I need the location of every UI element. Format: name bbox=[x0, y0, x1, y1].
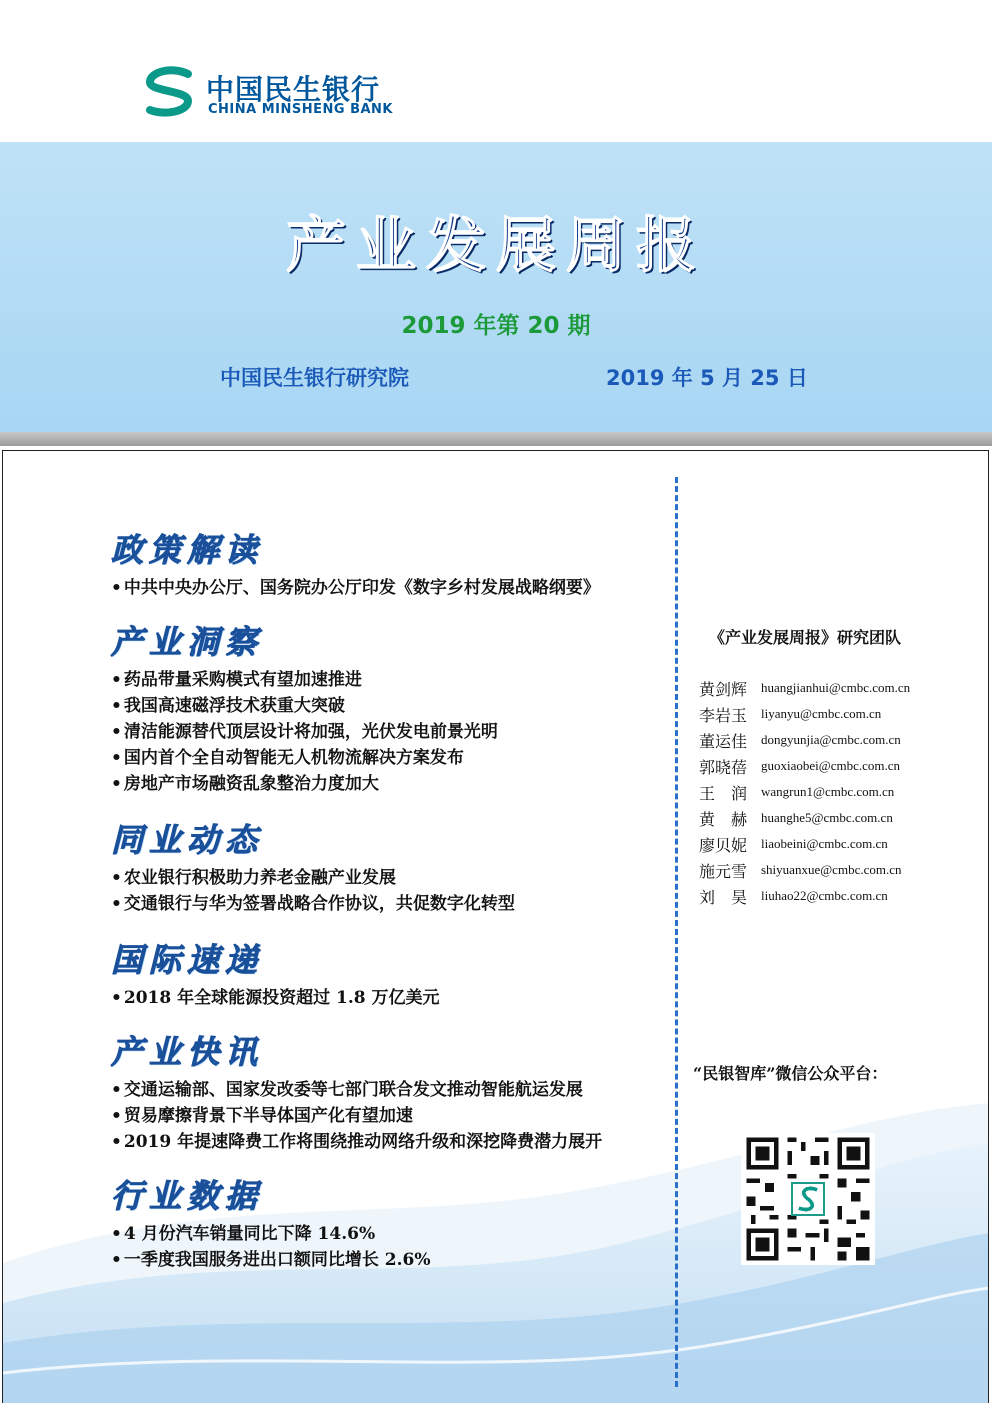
member-name: 董运佳 bbox=[699, 731, 748, 751]
team-member bbox=[699, 675, 910, 701]
list-item: • 贸易摩擦背景下半导体国产化有望加速 bbox=[111, 1103, 602, 1129]
section-list-policy bbox=[111, 575, 600, 601]
list-item: • 交通运输部、国家发改委等七部门联合发文推动智能航运发展 bbox=[111, 1077, 602, 1103]
member-name: 廖贝妮 bbox=[699, 835, 748, 855]
section-title-industry-data: 行业数据 bbox=[111, 1177, 264, 1215]
separator-band bbox=[0, 432, 992, 446]
team-member bbox=[699, 831, 910, 857]
publish-date: 2019 年 5 月 25 日 bbox=[606, 366, 808, 390]
institute-name: 中国民生银行研究院 bbox=[220, 366, 409, 390]
member-email[interactable]: huanghe5@cmbc.com.cn bbox=[761, 810, 893, 825]
member-name: 施元雪 bbox=[699, 861, 748, 881]
team-title: 《产业发展周报》研究团队 bbox=[709, 628, 902, 647]
team-member bbox=[699, 701, 910, 727]
member-email[interactable]: liyanyu@cmbc.com.cn bbox=[761, 706, 882, 721]
section-title-international: 国际速递 bbox=[111, 941, 264, 979]
member-email[interactable]: shiyuanxue@cmbc.com.cn bbox=[761, 862, 902, 877]
member-name: 王 润 bbox=[699, 783, 748, 803]
column-divider bbox=[675, 477, 678, 1387]
section-list-industry-data bbox=[111, 1221, 431, 1273]
bank-name-en: CHINA MINSHENG BANK bbox=[208, 102, 393, 117]
section-list-industry-insight bbox=[111, 667, 498, 797]
report-title: 产业发展周报 bbox=[286, 211, 706, 281]
team-member bbox=[699, 753, 910, 779]
list-item: • 2018 年全球能源投资超过 1.8 万亿美元 bbox=[111, 985, 440, 1011]
list-item: • 药品带量采购模式有望加速推进 bbox=[111, 667, 498, 693]
section-title-industry-flash: 产业快讯 bbox=[111, 1033, 264, 1071]
list-item: • 一季度我国服务进出口额同比增长 2.6% bbox=[111, 1247, 431, 1273]
issue-number: 2019 年第 20 期 bbox=[401, 313, 591, 339]
section-title-policy: 政策解读 bbox=[111, 531, 264, 569]
team-member bbox=[699, 883, 910, 909]
section-list-international bbox=[111, 985, 440, 1011]
minsheng-logo-icon bbox=[142, 66, 198, 118]
member-name: 刘 昊 bbox=[699, 887, 748, 907]
section-title-peer-news: 同业动态 bbox=[111, 821, 264, 859]
list-item: • 4 月份汽车销量同比下降 14.6% bbox=[111, 1221, 431, 1247]
qr-code-icon bbox=[741, 1133, 875, 1265]
list-item: • 房地产市场融资乱象整治力度加大 bbox=[111, 771, 498, 797]
list-item: • 清洁能源替代顶层设计将加强，光伏发电前景光明 bbox=[111, 719, 498, 745]
list-item: • 我国高速磁浮技术获重大突破 bbox=[111, 693, 498, 719]
list-item: • 农业银行积极助力养老金融产业发展 bbox=[111, 865, 515, 891]
section-list-industry-flash bbox=[111, 1077, 602, 1155]
team-member bbox=[699, 727, 910, 753]
member-name: 黄剑辉 bbox=[699, 679, 748, 699]
content-panel bbox=[2, 450, 989, 1403]
list-item: • 交通银行与华为签署战略合作协议，共促数字化转型 bbox=[111, 891, 515, 917]
title-banner bbox=[0, 142, 992, 432]
list-item: • 中共中央办公厅、国务院办公厅印发《数字乡村发展战略纲要》 bbox=[111, 575, 600, 601]
member-email[interactable]: liaobeini@cmbc.com.cn bbox=[761, 836, 888, 851]
member-email[interactable]: huangjianhui@cmbc.com.cn bbox=[761, 680, 911, 695]
page-header bbox=[0, 0, 992, 142]
member-email[interactable]: wangrun1@cmbc.com.cn bbox=[761, 784, 895, 799]
member-name: 郭晓蓓 bbox=[699, 757, 748, 777]
team-list bbox=[699, 675, 910, 909]
member-email[interactable]: guoxiaobei@cmbc.com.cn bbox=[761, 758, 901, 773]
section-title-industry-insight: 产业洞察 bbox=[111, 623, 264, 661]
list-item: • 2019 年提速降费工作将围绕推动网络升级和深挖降费潜力展开 bbox=[111, 1129, 602, 1155]
bank-name-cn: 中国民生银行 bbox=[206, 73, 381, 106]
team-member bbox=[699, 805, 910, 831]
team-member bbox=[699, 779, 910, 805]
member-name: 黄 赫 bbox=[699, 809, 748, 829]
member-name: 李岩玉 bbox=[699, 705, 748, 725]
team-member bbox=[699, 857, 910, 883]
bank-logo bbox=[142, 66, 412, 120]
member-email[interactable]: dongyunjia@cmbc.com.cn bbox=[761, 732, 901, 747]
member-email[interactable]: liuhao22@cmbc.com.cn bbox=[761, 888, 888, 903]
wechat-label: “民银智库”微信公众平台： bbox=[693, 1064, 888, 1083]
list-item: • 国内首个全自动智能无人机物流解决方案发布 bbox=[111, 745, 498, 771]
section-list-peer-news bbox=[111, 865, 515, 917]
